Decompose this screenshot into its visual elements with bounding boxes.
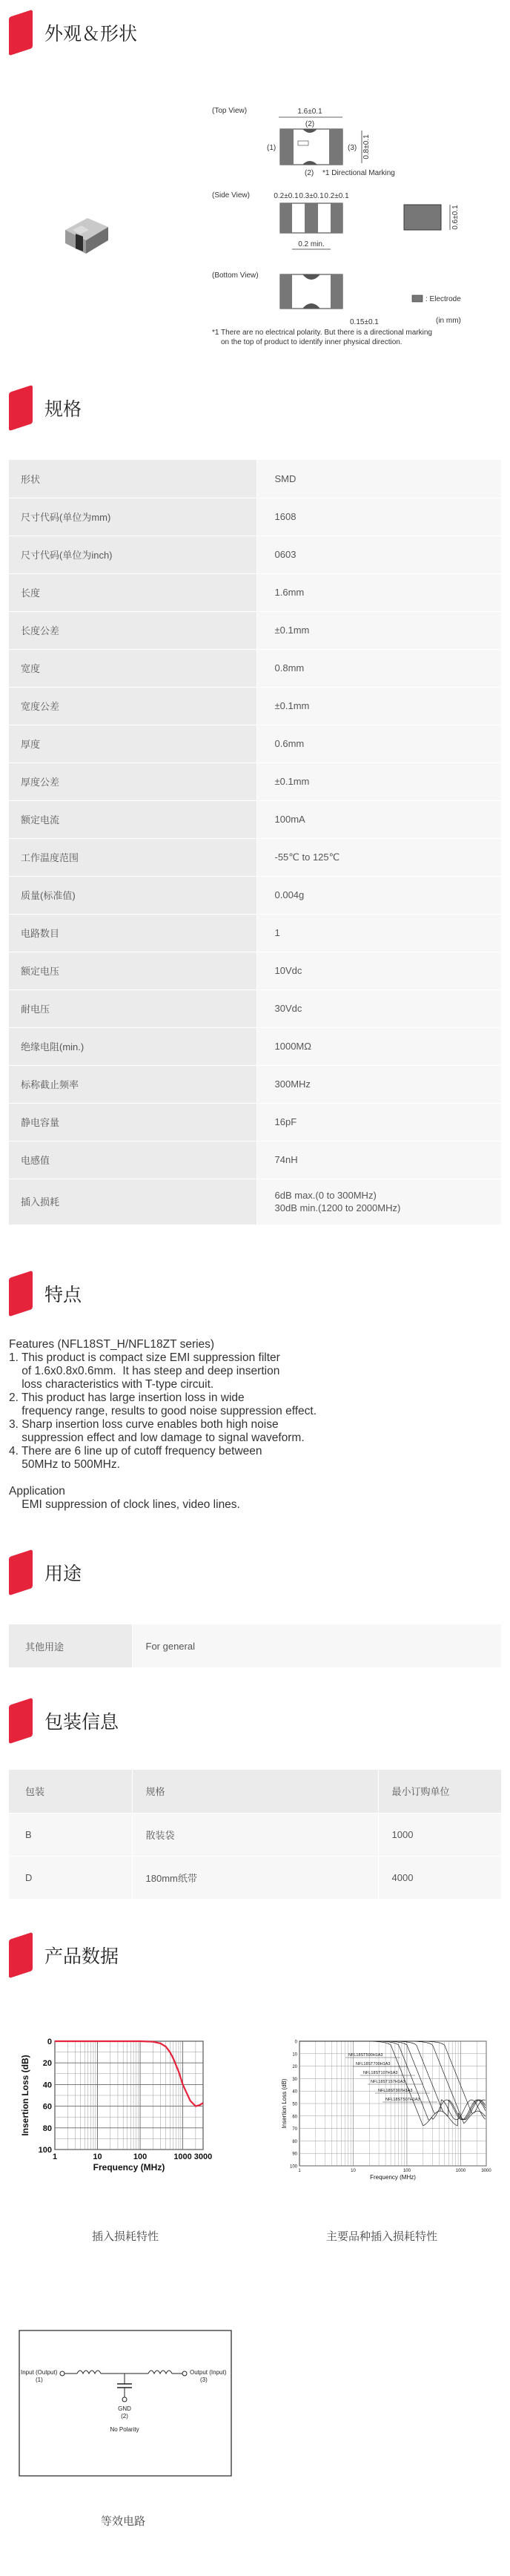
x-tick-label: 100: [133, 2152, 148, 2161]
spec-value: ±0.1mm: [256, 611, 501, 649]
section-title: 产品数据: [44, 1946, 119, 1967]
section-marker: [9, 1549, 33, 1595]
y-tick-label: 90: [292, 2152, 297, 2157]
spec-key: 宽度: [9, 649, 256, 687]
section-header-usage: [9, 1550, 82, 1595]
spec-key: 插入损耗: [9, 1179, 256, 1225]
x-tick-label: 10: [93, 2152, 102, 2161]
no-polarity-label: No Polarity: [110, 2426, 139, 2433]
end-view-shape: [404, 205, 441, 230]
spec-value: 100mA: [256, 800, 501, 838]
spec-key: 工作温度范围: [9, 838, 256, 876]
spec-value: 1.6mm: [256, 573, 501, 611]
section-header-packaging: [9, 1699, 119, 1743]
y-axis-label: Insertion Loss (dB): [281, 2078, 288, 2129]
table-cell: 1000: [378, 1813, 501, 1856]
column-header: 规格: [132, 1770, 378, 1813]
note-line-1: *1 There are no electrical polarity. But there is a directional marking: [212, 329, 432, 337]
electrode-dim-3: 0.2±0.1: [324, 192, 349, 200]
spec-value: 0.8mm: [256, 649, 501, 687]
column-header: 包装: [9, 1770, 132, 1813]
table-row: [9, 1027, 501, 1065]
pin2-bottom-label: (2): [305, 169, 314, 177]
spec-table: [9, 460, 501, 1225]
section-title: 外观＆形状: [44, 23, 138, 45]
section-header-spec: [9, 386, 82, 430]
x-tick-label: 1: [298, 2169, 301, 2173]
legend-label: NFL18ST700H1A3: [356, 2062, 391, 2066]
bottom-view-shape: [280, 274, 342, 309]
section-header-product-data: [9, 1933, 119, 1977]
appearance-figure: [0, 96, 510, 356]
usage-key: 其他用途: [9, 1624, 132, 1667]
circuit-gnd-label: GND: [118, 2405, 131, 2412]
features-line: Application: [9, 1485, 65, 1498]
circuit-output-pin: (3): [200, 2376, 208, 2383]
features-line: loss characteristics with T-type circuit.: [9, 1378, 214, 1391]
spec-value: 10Vdc: [256, 952, 501, 989]
spec-value: 300MHz: [256, 1065, 501, 1103]
y-tick-label: 20: [292, 2065, 297, 2070]
dim-height-label: 0.6±0.1: [451, 205, 460, 230]
spec-value: 0.004g: [256, 876, 501, 914]
column-header: 最小订购单位: [378, 1770, 501, 1813]
table-row: [9, 876, 501, 914]
table-row: [9, 498, 501, 536]
table-row: [9, 989, 501, 1027]
y-tick-label: 20: [42, 2059, 52, 2069]
legend-label: NFL18ST307H1A3: [378, 2089, 413, 2093]
section-header-features: [9, 1271, 82, 1316]
table-cell: 180mm纸带: [132, 1856, 378, 1899]
section-title: 包装信息: [44, 1711, 119, 1733]
electrode-dim-2: 0.3±0.1: [299, 192, 324, 200]
x-tick-label: 100: [403, 2169, 411, 2173]
y-tick-label: 40: [292, 2089, 297, 2095]
table-row: [9, 460, 501, 498]
bottom-view-label: (Bottom View): [212, 271, 259, 280]
spec-value: ±0.1mm: [256, 762, 501, 800]
dimension-drawing: [0, 96, 510, 356]
min-gap-label: 0.2 min.: [298, 240, 325, 248]
major-types-chart: [280, 2031, 495, 2187]
table-row: [9, 762, 501, 800]
legend-label: NFL18ST507H1A3: [385, 2098, 420, 2102]
features-line: 2. This product has large insertion loss in wide: [9, 1391, 245, 1404]
top-view-label: (Top View): [212, 107, 248, 115]
circuit-caption: 等效电路: [101, 2514, 146, 2528]
chip-3d-image: [65, 218, 108, 254]
spec-key: 长度: [9, 573, 256, 611]
spec-value: 1: [256, 914, 501, 952]
y-tick-label: 0: [294, 2040, 297, 2045]
section-marker: [9, 1698, 33, 1744]
usage-table: [9, 1624, 501, 1667]
y-tick-label: 10: [292, 2052, 297, 2058]
table-row: [9, 952, 501, 989]
table-row: [9, 649, 501, 687]
top-view-shape: [280, 129, 342, 165]
y-tick-label: 80: [42, 2124, 52, 2133]
dim-length-label: 1.6±0.1: [297, 108, 322, 116]
table-row: [9, 1624, 501, 1667]
table-row: [9, 536, 501, 573]
table-cell: B: [9, 1813, 132, 1856]
unit-label: (in mm): [436, 317, 461, 325]
legend-label: NFL18ST157H1A3: [371, 2080, 405, 2084]
note-line-2: on the top of product to identify inner physical direction.: [221, 338, 403, 346]
spec-key: 尺寸代码(单位为mm): [9, 498, 256, 536]
spec-key: 宽度公差: [9, 687, 256, 725]
circuit-gnd-pin: (2): [121, 2413, 128, 2419]
x-tick-label: 1000: [173, 2152, 192, 2161]
y-tick-label: 50: [292, 2102, 297, 2107]
table-row: [9, 1856, 501, 1899]
spec-value-line: 6dB max.(0 to 300MHz): [274, 1190, 377, 1201]
y-axis-label: Insertion Loss (dB): [20, 2055, 30, 2136]
x-axis-label: Frequency (MHz): [93, 2162, 165, 2173]
spec-value: 74nH: [256, 1141, 501, 1179]
pin3-label: (3): [348, 144, 357, 152]
y-tick-label: 100: [38, 2146, 52, 2155]
spec-key: 绝缘电阻(min.): [9, 1027, 256, 1065]
features-line: 1. This product is compact size EMI suppression filter: [9, 1351, 280, 1364]
table-row: [9, 1179, 501, 1225]
spec-key: 电感值: [9, 1141, 256, 1179]
spec-key: 耐电压: [9, 989, 256, 1027]
x-tick-label: 3000: [481, 2169, 491, 2173]
spec-key: 质量(标准值): [9, 876, 256, 914]
table-row: [9, 914, 501, 952]
spec-key: 厚度公差: [9, 762, 256, 800]
spec-value: SMD: [256, 460, 501, 498]
y-tick-label: 60: [292, 2115, 297, 2120]
spec-value: [256, 1179, 501, 1225]
section-header-appearance: [9, 10, 137, 55]
spec-value: 30Vdc: [256, 989, 501, 1027]
spec-key: 额定电压: [9, 952, 256, 989]
table-row: [9, 1141, 501, 1179]
bottom-dim-label: 0.15±0.1: [350, 318, 379, 326]
spec-value: 1608: [256, 498, 501, 536]
features-line: 3. Sharp insertion loss curve enables both high noise: [9, 1418, 279, 1431]
features-line: frequency range, results to good noise suppression effect.: [9, 1405, 317, 1417]
side-view-label: (Side View): [212, 191, 250, 200]
electrode-legend: [412, 295, 461, 303]
legend-label: NFL18ST500H1A3: [348, 2053, 383, 2058]
table-row: [9, 611, 501, 649]
spec-key: 形状: [9, 460, 256, 498]
spec-value: 0603: [256, 536, 501, 573]
spec-key: 尺寸代码(单位为inch): [9, 536, 256, 573]
usage-value: For general: [132, 1624, 501, 1667]
section-marker: [9, 10, 33, 56]
x-tick-label: 10: [351, 2169, 356, 2173]
dim-width-label: 0.8±0.1: [362, 134, 371, 159]
spec-key: 厚度: [9, 725, 256, 762]
table-cell: D: [9, 1856, 132, 1899]
features-line: EMI suppression of clock lines, video lines.: [9, 1498, 240, 1511]
pin1-label: (1): [267, 144, 276, 152]
spec-key: 额定电流: [9, 800, 256, 838]
table-row: [9, 1065, 501, 1103]
spec-value: -55℃ to 125℃: [256, 838, 501, 876]
features-line: [9, 1472, 498, 1485]
table-cell: 4000: [378, 1856, 501, 1899]
table-header-row: [9, 1770, 501, 1813]
y-tick-label: 60: [42, 2102, 52, 2112]
y-tick-label: 70: [292, 2127, 297, 2132]
section-marker: [9, 1271, 33, 1317]
features-text: [9, 1338, 498, 1512]
table-row: [9, 725, 501, 762]
table-row: [9, 1813, 501, 1856]
section-title: 规格: [44, 398, 82, 420]
section-title: 特点: [44, 1284, 82, 1305]
electrode-legend-label: : Electrode: [425, 295, 461, 303]
x-tick-label: 3000: [193, 2152, 213, 2161]
x-axis-label: Frequency (MHz): [370, 2174, 416, 2181]
spec-key: 标称截止频率: [9, 1065, 256, 1103]
features-line: suppression effect and low damage to signal waveform.: [9, 1432, 305, 1444]
circuit-output-label: Output (Input): [190, 2369, 227, 2376]
table-cell: 散装袋: [132, 1813, 378, 1856]
y-tick-label: 100: [289, 2164, 297, 2170]
features-line: Features (NFL18ST_H/NFL18ZT series): [9, 1338, 215, 1351]
spec-value: 16pF: [256, 1103, 501, 1141]
spec-key: 电路数目: [9, 914, 256, 952]
spec-key: 长度公差: [9, 611, 256, 649]
insertion-loss-chart: [15, 2032, 237, 2188]
directional-marking-label: *1 Directional Marking: [322, 169, 395, 177]
pin2-top-label: (2): [305, 120, 315, 128]
features-line: 4. There are 6 line up of cutoff frequency between: [9, 1445, 262, 1457]
spec-value: 0.6mm: [256, 725, 501, 762]
x-tick-label: 1: [52, 2152, 58, 2161]
y-tick-label: 40: [42, 2081, 52, 2090]
y-tick-label: 80: [292, 2139, 297, 2144]
x-tick-label: 1000: [455, 2169, 466, 2173]
y-tick-label: 0: [47, 2038, 52, 2046]
chart2-caption: 主要品种插入损耗特性: [326, 2230, 438, 2243]
circuit-input-label: Input (Output): [21, 2369, 58, 2376]
electrode-dim-1: 0.2±0.1: [274, 192, 299, 200]
y-tick-label: 30: [292, 2077, 297, 2082]
section-title: 用途: [44, 1563, 82, 1584]
chart1-caption: 插入损耗特性: [92, 2230, 159, 2243]
spec-value: 1000MΩ: [256, 1027, 501, 1065]
table-row: [9, 838, 501, 876]
equivalent-circuit: [18, 2329, 233, 2477]
side-view-shape: [280, 203, 342, 233]
table-row: [9, 687, 501, 725]
packaging-table: [9, 1770, 501, 1900]
circuit-input-pin: (1): [36, 2376, 43, 2383]
features-line: of 1.6x0.8x0.6mm. It has steep and deep insertion: [9, 1365, 280, 1377]
table-row: [9, 1103, 501, 1141]
section-marker: [9, 385, 33, 431]
spec-key: 静电容量: [9, 1103, 256, 1141]
table-row: [9, 800, 501, 838]
table-row: [9, 573, 501, 611]
legend-label: NFL18ST107H1A3: [363, 2071, 398, 2075]
spec-value-line: 30dB min.(1200 to 2000MHz): [274, 1202, 401, 1213]
spec-value: ±0.1mm: [256, 687, 501, 725]
features-line: 50MHz to 500MHz.: [9, 1458, 120, 1471]
section-marker: [9, 1932, 33, 1978]
